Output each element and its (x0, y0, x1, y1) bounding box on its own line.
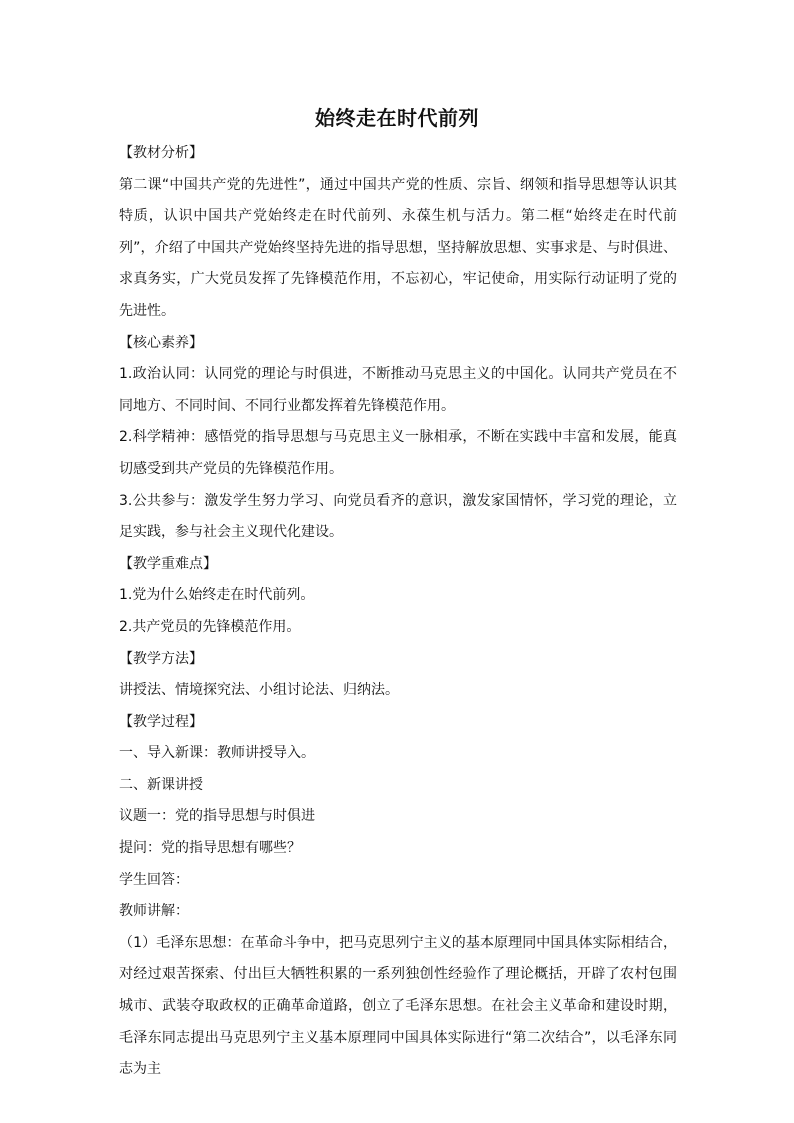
paragraph-intro: 一、导入新课：教师讲授导入。 (119, 745, 315, 762)
section-heading-key-difficulties: 【教学重难点】 (119, 555, 217, 572)
paragraph-public-participation: 3.公共参与：激发学生努力学习、向党员看齐的意识，激发家国情怀，学习党的理论，立足实践，参与社会主义现代化建设。 (119, 492, 677, 541)
section-heading-teaching-methods: 【教学方法】 (119, 650, 203, 667)
paragraph-teacher-explanation: 教师讲解： (119, 903, 189, 920)
document-title: 始终走在时代前列 (315, 106, 479, 130)
paragraph-question: 提问：党的指导思想有哪些？ (119, 840, 301, 857)
paragraph-key-point-1: 1.党为什么始终走在时代前列。 (119, 587, 315, 604)
section-heading-textbook-analysis: 【教材分析】 (119, 145, 203, 161)
paragraph-key-point-2: 2.共产党员的先锋模范作用。 (119, 618, 301, 635)
document-body (119, 138, 677, 1086)
paragraph-mao-zedong-thought: （1）毛泽东思想：在革命斗争中，把马克思列宁主义的基本原理同中国具体实际相结合，对经过艰苦探索、付出巨大牺牲积累的一系列独创性经验作了理论概括，开辟了农村包围城市、武装夺取政权的正确革命道路，创立了毛泽东思想。在社会主义革命和建设时期，毛泽东同志提出马克思列宁主义基本原理同中国具体实际进行“第二次结合”，以毛泽东同志为主 (119, 934, 677, 1078)
section-heading-teaching-process: 【教学过程】 (119, 713, 203, 730)
paragraph-student-answer: 学生回答： (119, 871, 189, 888)
section-heading-core-literacy: 【核心素养】 (119, 334, 203, 351)
paragraph-political-identity: 1.政治认同：认同党的理论与时俱进，不断推动马克思主义的中国化。认同共产党员在不同地方、不同时间、不同行业都发挥着先锋模范作用。 (119, 366, 677, 414)
paragraph-scientific-spirit: 2.科学精神：感悟党的指导思想与马克思主义一脉相承，不断在实践中丰富和发展，能真切感受到共产党员的先锋模范作用。 (119, 429, 677, 477)
paragraph-new-lesson: 二、新课讲授 (119, 776, 203, 793)
paragraph-textbook-analysis: 第二课“中国共产党的先进性”，通过中国共产党的性质、宗旨、纲领和指导思想等认识其特质，认识中国共产党始终走在时代前列、永葆生机与活力。第二框“始终走在时代前列”，介绍了中国共产党始终坚持先进的指导思想，坚持解放思想、实事求是、与时俱进、求真务实，广大党员发挥了先锋模范作用，不忘初心，牢记使命，用实际行动证明了党的先进性。 (119, 176, 677, 319)
paragraph-teaching-methods: 讲授法、情境探究法、小组讨论法、归纳法。 (119, 682, 399, 699)
paragraph-topic-one: 议题一：党的指导思想与时俱进 (119, 808, 315, 825)
